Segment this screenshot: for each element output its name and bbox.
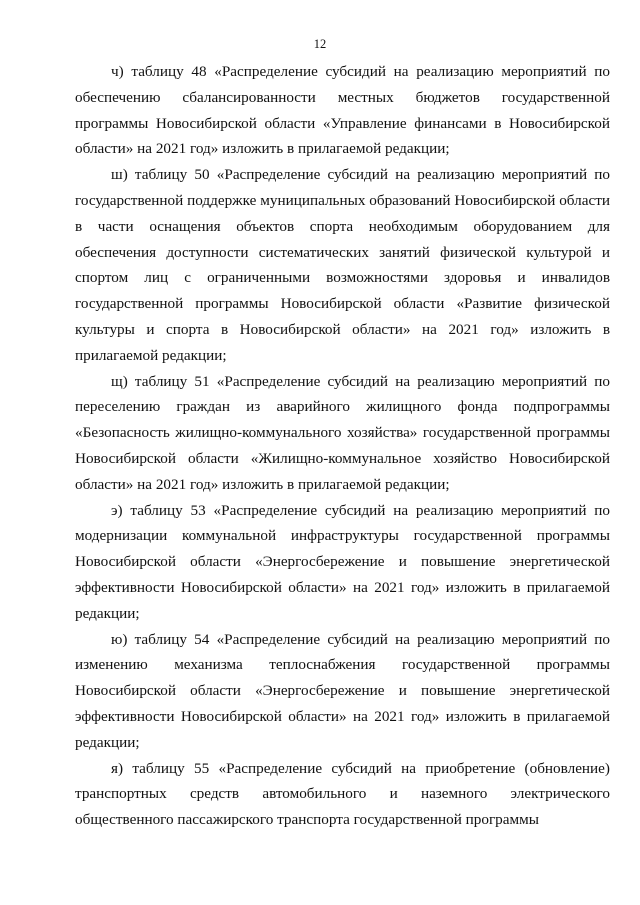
paragraph-sh-table-50: ш) таблицу 50 «Распределение субсидий на реализацию мероприятий по государственной поддержке муниципальных образований Новосибирской области в части оснащения объектов спорта необходимым оборудованием для обеспечения доступности систематических занятий физической культурой и спортом лиц с ограниченными возможностями здоровья и инвалидов государственной программы Новосибирской области «Развитие физической культуры и спорта в Новосибирской области» на 2021 год» изложить в прилагаемой редакции;	[75, 166, 610, 364]
paragraph-e-table-53: э) таблицу 53 «Распределение субсидий на реализацию мероприятий по модернизации коммунальной инфраструктуры государственной программы Новосибирской области «Энергосбережение и повышение энергетической эффективности Новосибирской области» на 2021 год» изложить в прилагаемой редакции;	[75, 501, 610, 622]
page-number: 12	[313, 37, 327, 51]
paragraph-shch-table-51: щ) таблицу 51 «Распределение субсидий на реализацию мероприятий по переселению граждан из аварийного жилищного фонда подпрограммы «Безопасность жилищно-коммунального хозяйства» государственной программы Новосибирской области «Жилищно-коммунальное хозяйство Новосибирской области» на 2021 год» изложить в прилагаемой редакции;	[75, 372, 610, 493]
paragraph-ya-table-55: я) таблицу 55 «Распределение субсидий на приобретение (обновление) транспортных средств автомобильного и наземного электрического общественного пассажирского транспорта государственной программы	[75, 759, 610, 829]
document-body	[75, 59, 610, 833]
paragraph-yu-table-54: ю) таблицу 54 «Распределение субсидий на реализацию мероприятий по изменению механизма теплоснабжения государственной программы Новосибирской области «Энергосбережение и повышение энергетической эффективности Новосибирской области» на 2021 год» изложить в прилагаемой редакции;	[75, 630, 610, 751]
paragraph-ch-table-48: ч) таблицу 48 «Распределение субсидий на реализацию мероприятий по обеспечению сбалансированности местных бюджетов государственной программы Новосибирской области «Управление финансами в Новосибирской области» на 2021 год» изложить в прилагаемой редакции;	[75, 63, 610, 158]
